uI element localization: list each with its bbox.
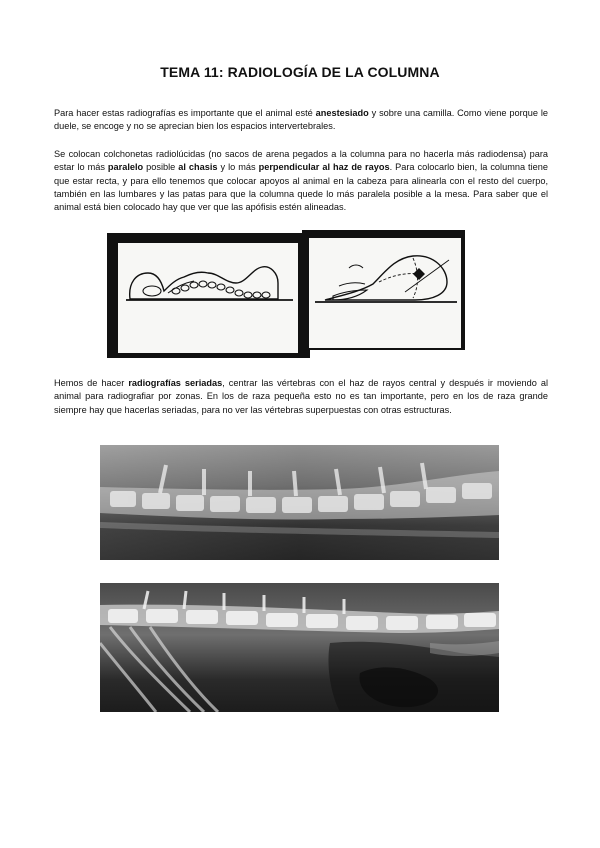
spine-radiograph-1	[100, 445, 499, 560]
bold-term-radiografias-seriadas: radiografías seriadas	[128, 378, 223, 388]
text-span: y sobre una camilla. Como viene porque le duele, se encoge y no se aprecian bien los espacios intervertebrales.	[54, 108, 548, 132]
bold-term-chasis: al chasis	[178, 162, 218, 173]
paragraph-anesthesia	[54, 107, 548, 134]
text-span: Para hacer estas radiografías es importante que el animal esté	[54, 108, 316, 118]
lateral-spine-sketch	[118, 243, 298, 353]
text-span: Hemos de hacer	[54, 378, 129, 388]
spine-radiograph-2	[100, 583, 499, 712]
diagram-paper	[118, 243, 298, 353]
text-span: posible	[143, 162, 179, 173]
paragraph-serial-radiographs	[54, 377, 548, 417]
page-title: TEMA 11: RADIOLOGÍA DE LA COLUMNA	[160, 64, 440, 80]
text-span: . Para colocarlo bien, la columna tiene que estar recta, y para ello tenemos que colocar apoyos al animal en la cabeza para alinearla con el resto del cuerpo, también en las lumbares y las patas para que la columna quede lo más paralela posible a la mesa. Para saber que el animal está bien colocado hay que ver que las apófisis estén alineadas.	[54, 162, 548, 213]
text-span: y lo más	[217, 162, 259, 173]
cranial-view-sketch	[309, 238, 461, 348]
radiograph-image	[100, 583, 499, 712]
paragraph-positioning	[54, 148, 548, 214]
positioning-diagram-lateral	[107, 233, 310, 358]
positioning-diagram-cranial	[302, 230, 465, 350]
radiograph-image	[100, 445, 499, 560]
diagram-paper	[309, 238, 461, 348]
text-span: , centrar las vértebras con el haz de rayos central y después ir moviendo al animal para radiografiar por zonas. En los de raza pequeña esto no es tan importante, pero en los de raza grande siempre hay que hacerlas seriadas, para no ver las vértebras superpuestas con otras estructuras.	[54, 378, 548, 415]
bold-term-paralelo: paralelo	[107, 162, 144, 173]
bold-term-perpendicular: perpendicular al haz de rayos	[258, 162, 390, 173]
bold-term-anestesiado: anestesiado	[315, 108, 369, 118]
text-span: Se colocan colchonetas radiolúcidas (no sacos de arena pegados a la columna para no hacerla más radiodensa) para estar lo más	[54, 149, 548, 173]
